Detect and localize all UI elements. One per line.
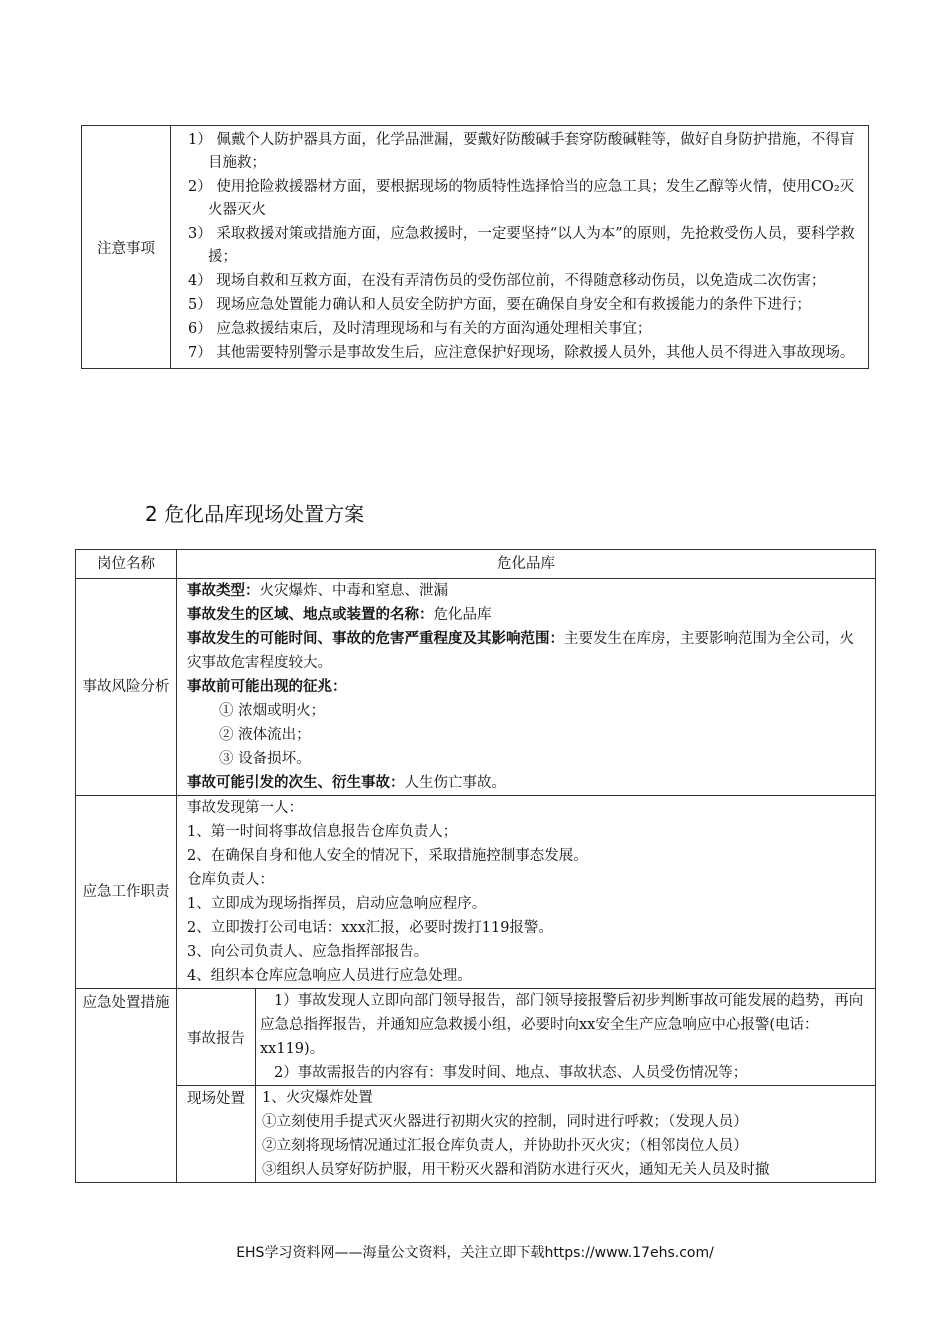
duty-line: 仓库负责人： xyxy=(187,872,274,888)
precautions-label: 注意事项 xyxy=(82,126,171,369)
site-line: ①立刻使用手提式灭火器进行初期火灾的控制，同时进行呼救；（发现人员） xyxy=(262,1114,748,1130)
precaution-item: 6） 应急救援结束后，及时清理现场和与有关的方面沟通处理相关事宜； xyxy=(188,321,652,337)
site-content xyxy=(256,1086,876,1183)
precaution-item: 1） 佩戴个人防护器具方面，化学品泄漏，要戴好防酸碱手套穿防酸碱鞋等，做好自身防护措施，不得盲目施救； xyxy=(188,132,855,171)
duty-label-text: 应急工作职责 xyxy=(82,884,170,900)
sign-item: ① 浓烟或明火； xyxy=(219,703,326,719)
duty-line: 1、第一时间将事故信息报告仓库负责人； xyxy=(187,824,458,840)
precaution-item: 7） 其他需要特别警示是事故发生后，应注意保护好现场，除救援人员外，其他人员不得进入事故现场。 xyxy=(188,345,855,361)
precaution-item: 2） 使用抢险救援器材方面，要根据现场的物质特性选择恰当的应急工具；发生乙醇等火情，使用CO₂灭火器灭火 xyxy=(188,179,855,218)
area-label: 事故发生的区域、地点或装置的名称： xyxy=(187,606,434,623)
risk-content xyxy=(177,579,876,796)
site-line: 1、火灾爆炸处置 xyxy=(262,1090,373,1106)
risk-label-text: 事故风险分析 xyxy=(82,679,170,695)
report-line: 1）事故发现人立即向部门领导报告，部门领导接报警后初步判断事故可能发展的趋势，再向应急总指挥报告，并通知应急救援小组，必要时向xx安全生产应急响应中心报警(电话：xx119)。 xyxy=(260,993,864,1057)
precaution-item: 3） 采取救援对策或措施方面，应急救援时，一定要坚持“以人为本”的原则，先抢救受伤人员，要科学救援； xyxy=(188,226,855,265)
sign-item: ② 液体流出； xyxy=(219,727,311,743)
site-label: 现场处置 xyxy=(177,1086,256,1183)
time-label: 事故发生的可能时间、事故的危害严重程度及其影响范围： xyxy=(187,630,564,647)
measures-label xyxy=(76,989,177,1183)
sign-item: ③ 设备损坏。 xyxy=(219,751,311,767)
duty-label xyxy=(76,796,177,989)
area-value: 危化品库 xyxy=(433,607,492,623)
report-line: 2）事故需报告的内容有：事发时间、地点、事故状态、人员受伤情况等； xyxy=(274,1065,748,1081)
post-value: 危化品库 xyxy=(177,550,876,579)
duty-line: 事故发现第一人： xyxy=(187,800,303,816)
precaution-item: 5） 现场应急处置能力确认和人员安全防护方面，要在确保自身安全和有救援能力的条件下进行； xyxy=(188,297,811,313)
duty-line: 1、立即成为现场指挥员，启动应急响应程序。 xyxy=(187,896,487,912)
type-label: 事故类型： xyxy=(187,582,260,599)
duty-content xyxy=(177,796,876,989)
site-line: ②立刻将现场情况通过汇报仓库负责人，并协助扑灭火灾；（相邻岗位人员） xyxy=(262,1138,748,1154)
type-value: 火灾爆炸、中毒和窒息、泄漏 xyxy=(259,583,448,599)
time-value: 主要发生在库房，主要影响范围为全公司，火灾事故危害程度较大。 xyxy=(187,631,854,671)
duty-line: 2、在确保自身和他人安全的情况下，采取措施控制事态发展。 xyxy=(187,848,588,864)
duty-line: 2、立即拨打公司电话：xxx汇报，必要时拨打119报警。 xyxy=(187,920,553,936)
hazmat-plan-table xyxy=(75,549,876,1183)
site-line: ③组织人员穿好防护服，用干粉灭火器和消防水进行灭火，通知无关人员及时撤 xyxy=(262,1162,770,1178)
duty-line: 3、向公司负责人、应急指挥部报告。 xyxy=(187,944,429,960)
precaution-item: 4） 现场自救和互救方面，在没有弄清伤员的受伤部位前，不得随意移动伤员，以免造成二次伤害； xyxy=(188,273,826,289)
post-label: 岗位名称 xyxy=(76,550,177,579)
signs-label: 事故前可能出现的征兆： xyxy=(187,678,347,695)
precautions-content xyxy=(171,126,869,369)
report-label: 事故报告 xyxy=(177,989,256,1086)
secondary-label: 事故可能引发的次生、衍生事故： xyxy=(187,774,405,791)
footer-text: EHS学习资料网——海量公文资料，关注立即下载https://www.17ehs.com/ xyxy=(236,1245,714,1261)
secondary-value: 人生伤亡事故。 xyxy=(404,775,506,791)
risk-label xyxy=(76,579,177,796)
measures-label-text: 应急处置措施 xyxy=(82,995,170,1011)
duty-line: 4、组织本仓库应急响应人员进行应急处理。 xyxy=(187,968,472,984)
precautions-table xyxy=(81,125,869,369)
report-content xyxy=(256,989,876,1086)
section-title: 2 危化品库现场处置方案 xyxy=(145,502,365,526)
